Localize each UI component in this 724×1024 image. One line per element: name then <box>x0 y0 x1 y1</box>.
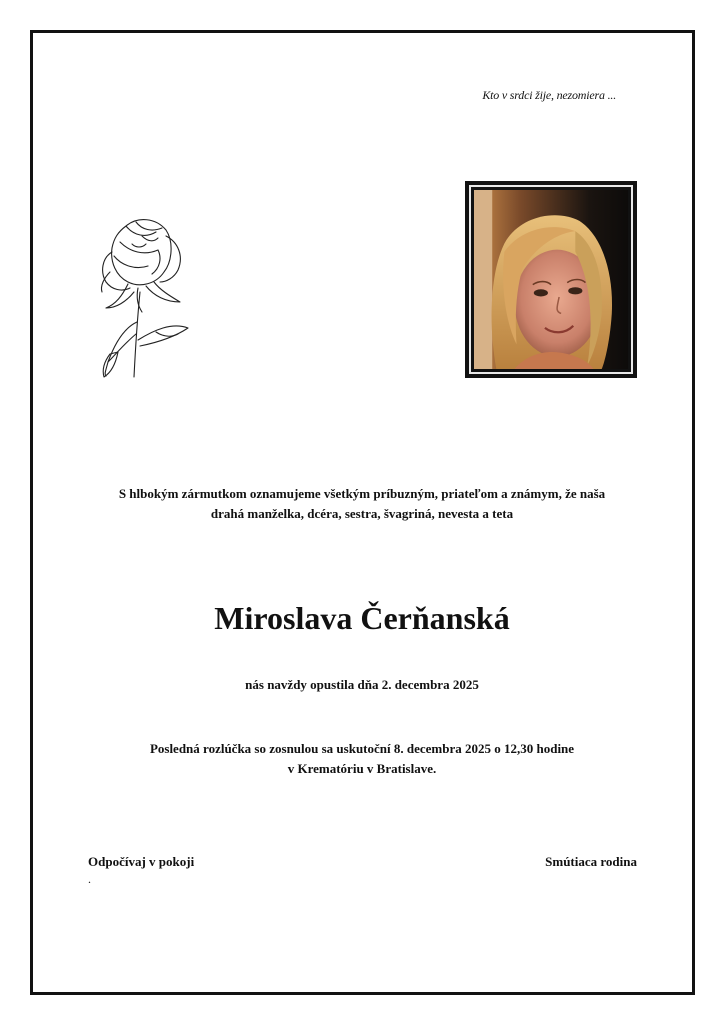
announcement-text <box>60 484 664 524</box>
funeral-line-1: Posledná rozlúčka so zosnulou sa uskutoční 8. decembra 2025 o 12,30 hodine <box>149 741 575 756</box>
portrait-photo <box>474 190 628 369</box>
portrait-frame <box>465 181 637 378</box>
announcement-line-2: drahá manželka, dcéra, sestra, švagriná, nevesta a teta <box>210 506 514 521</box>
announcement-line-1: S hlbokým zármutkom oznamujeme všetkým príbuzným, priateľom a známym, že naša <box>118 486 606 501</box>
mourning-family-text: Smútiaca rodina <box>545 854 637 869</box>
rest-in-peace-text: Odpočívaj v pokoji <box>88 854 195 869</box>
deceased-name: Miroslava Čerňanská <box>214 600 510 636</box>
death-notice: nás navždy opustila dňa 2. decembra 2025 <box>245 677 479 692</box>
closing-mark: . <box>88 872 91 886</box>
motto: Kto v srdci žije, nezomiera ... <box>482 88 616 102</box>
funeral-info <box>60 739 664 779</box>
funeral-line-2: v Krematóriu v Bratislave. <box>287 761 437 776</box>
rose-drawing-icon <box>96 212 196 382</box>
